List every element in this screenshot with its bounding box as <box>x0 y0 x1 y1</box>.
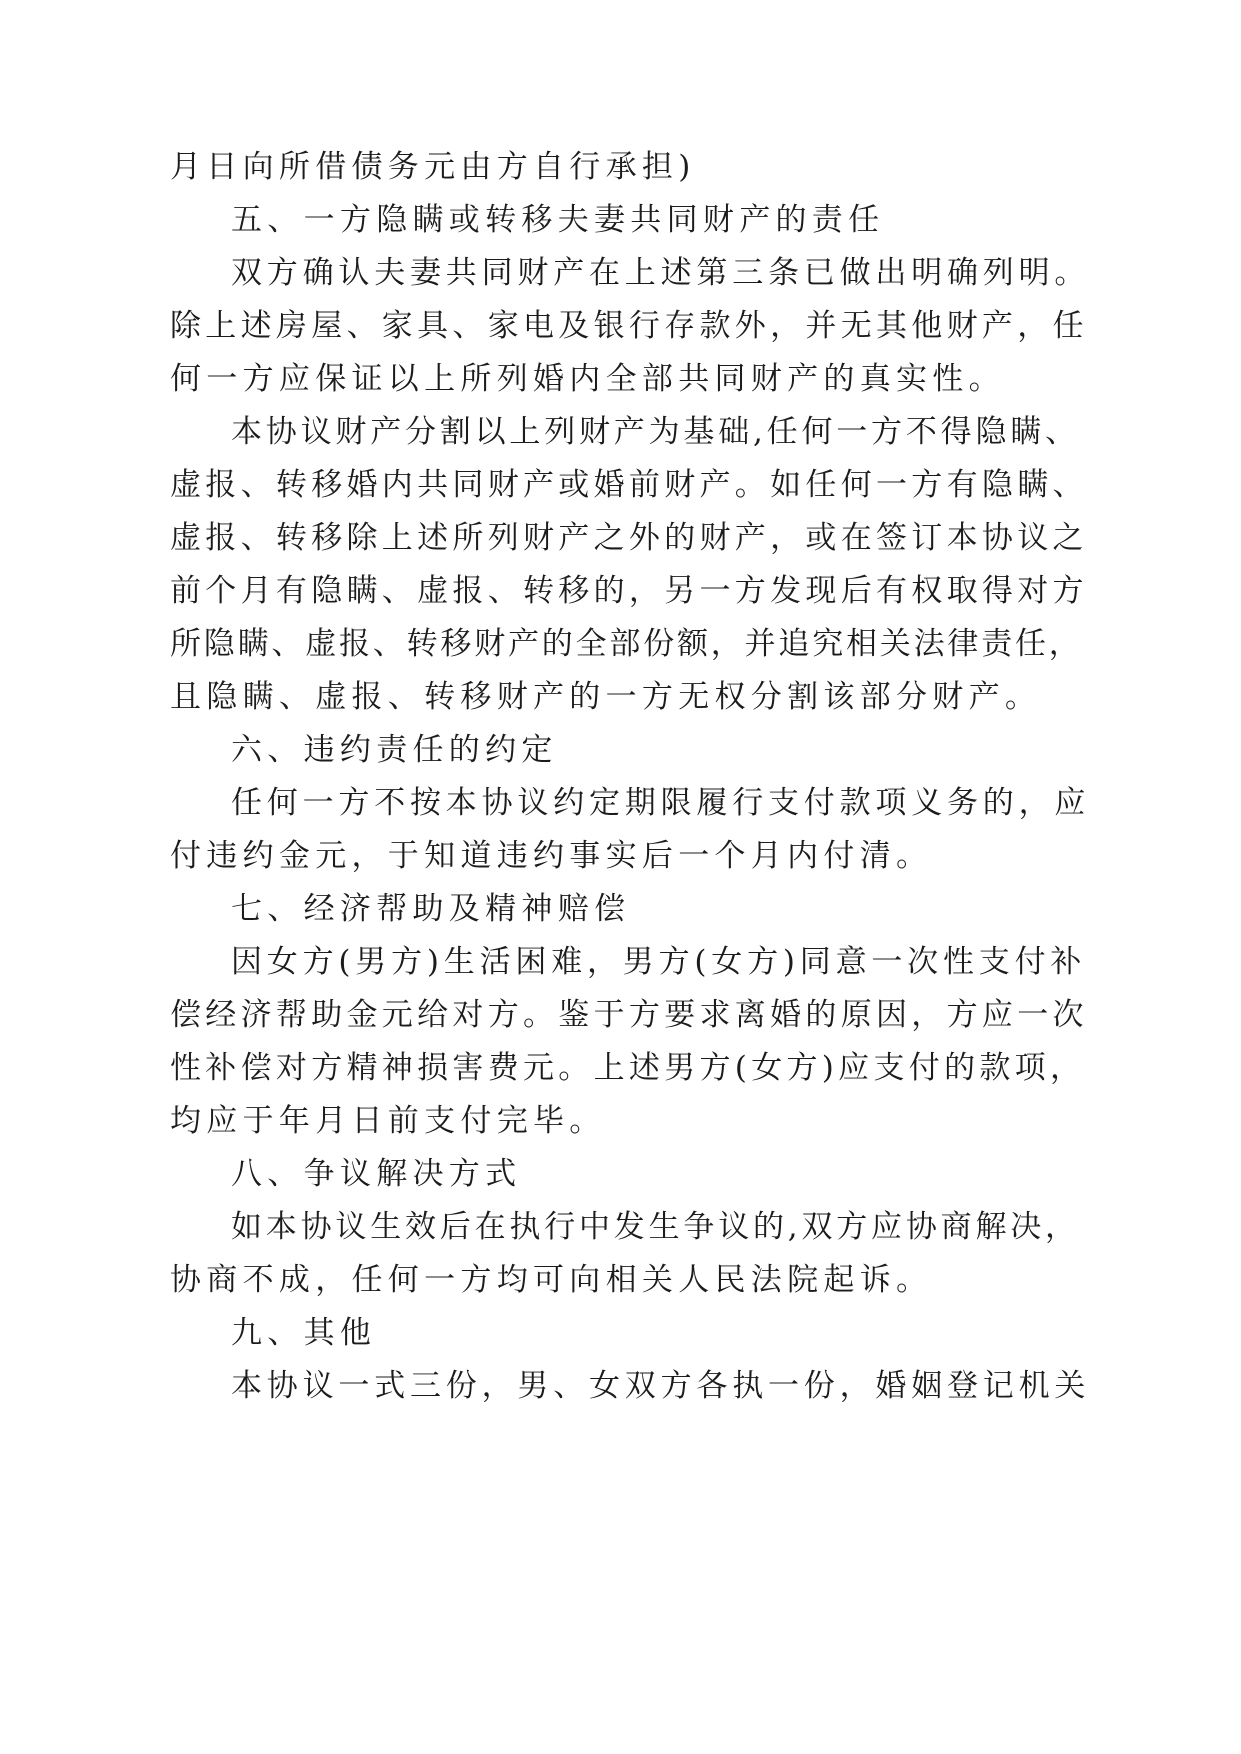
section-heading-5: 五、一方隐瞒或转移夫妻共同财产的责任 <box>231 202 885 238</box>
text-line: 均应于年月日前支付完毕。 <box>170 1103 606 1139</box>
text-line: 所隐瞒、虚报、转移财产的全部份额，并追究相关法律责任， <box>170 626 1083 662</box>
text-line: 除上述房屋、家具、家电及银行存款外，并无其他财产，任 <box>170 308 1088 344</box>
text-line: 本协议财产分割以上列财产为基础,任何一方不得隐瞒、 <box>231 414 1080 450</box>
text-line: 任何一方不按本协议约定期限履行支付款项义务的，应 <box>231 785 1091 821</box>
section-heading-8: 八、争议解决方式 <box>231 1156 522 1192</box>
text-line: 前个月有隐瞒、虚报、转移的，另一方发现后有权取得对方 <box>170 573 1088 609</box>
text-line: 付违约金元，于知道违约事实后一个月内付清。 <box>170 838 933 874</box>
text-line: 性补偿对方精神损害费元。上述男方(女方)应支付的款项， <box>170 1050 1086 1086</box>
text-line: 如本协议生效后在执行中发生争议的,双方应协商解决， <box>231 1209 1080 1245</box>
text-line: 月日向所借债务元由方自行承担) <box>170 149 696 185</box>
section-heading-7: 七、经济帮助及精神赔偿 <box>231 891 631 927</box>
text-line: 本协议一式三份，男、女双方各执一份，婚姻登记机关 <box>231 1368 1091 1404</box>
section-heading-9: 九、其他 <box>231 1315 377 1351</box>
text-line: 协商不成，任何一方均可向相关人民法院起诉。 <box>170 1262 933 1298</box>
text-line: 虚报、转移婚内共同财产或婚前财产。如任何一方有隐瞒、 <box>170 467 1088 503</box>
text-line: 虚报、转移除上述所列财产之外的财产，或在签订本协议之 <box>170 520 1088 556</box>
section-heading-6: 六、违约责任的约定 <box>231 732 558 768</box>
text-line: 双方确认夫妻共同财产在上述第三条已做出明确列明。 <box>231 255 1091 291</box>
text-line: 偿经济帮助金元给对方。鉴于方要求离婚的原因，方应一次 <box>170 997 1088 1033</box>
text-line: 且隐瞒、虚报、转移财产的一方无权分割该部分财产。 <box>170 679 1042 715</box>
text-line: 因女方(男方)生活困难，男方(女方)同意一次性支付补 <box>231 944 1087 980</box>
text-line: 何一方应保证以上所列婚内全部共同财产的真实性。 <box>170 361 1005 397</box>
